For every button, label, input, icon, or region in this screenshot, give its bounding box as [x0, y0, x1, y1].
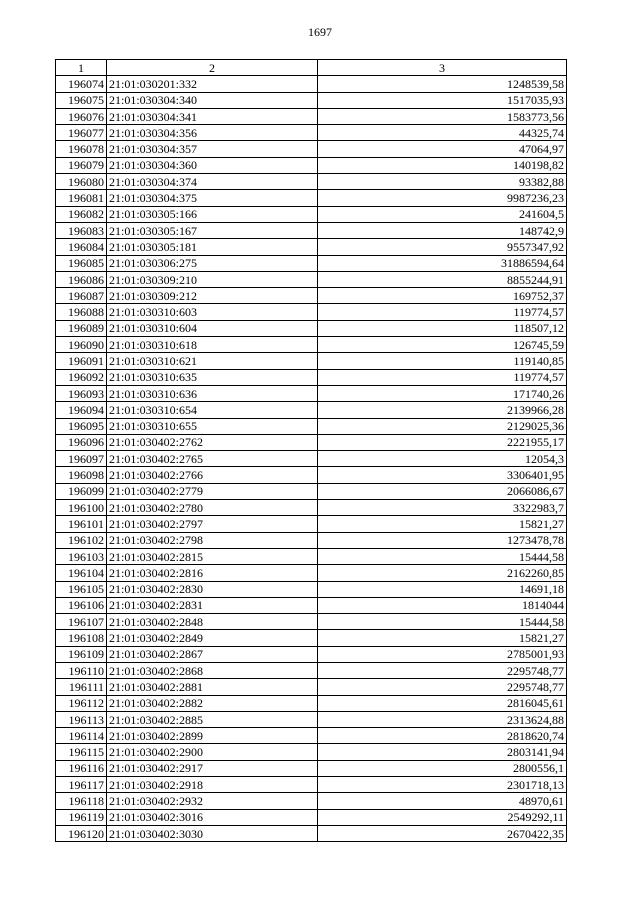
column-header-3: 3 — [318, 60, 567, 76]
row-number-cell: 196103 — [56, 548, 107, 564]
table-row — [56, 320, 567, 336]
row-number-cell: 196096 — [56, 434, 107, 450]
row-number-cell: 196109 — [56, 646, 107, 662]
row-number-cell: 196119 — [56, 809, 107, 825]
cadastral-number-cell: 21:01:030309:212 — [107, 288, 318, 304]
table-row — [56, 271, 567, 287]
table-row — [56, 222, 567, 238]
table-row — [56, 125, 567, 141]
row-number-cell: 196084 — [56, 239, 107, 255]
row-number-cell: 196081 — [56, 190, 107, 206]
table-row — [56, 565, 567, 581]
row-number-cell: 196086 — [56, 271, 107, 287]
cadastral-number-cell: 21:01:030402:2849 — [107, 630, 318, 646]
table-row — [56, 662, 567, 678]
cadastral-number-cell: 21:01:030310:655 — [107, 418, 318, 434]
row-number-cell: 196085 — [56, 255, 107, 271]
table-row — [56, 288, 567, 304]
cadastral-value-cell: 3322983,7 — [318, 500, 567, 516]
cadastral-value-cell: 1517035,93 — [318, 92, 567, 108]
table-row — [56, 239, 567, 255]
cadastral-value-cell: 15444,58 — [318, 548, 567, 564]
page-number: 1697 — [308, 25, 332, 39]
cadastral-number-cell: 21:01:030310:636 — [107, 385, 318, 401]
row-number-cell: 196080 — [56, 174, 107, 190]
row-number-cell: 196075 — [56, 92, 107, 108]
cadastral-number-cell: 21:01:030305:166 — [107, 206, 318, 222]
cadastral-value-cell: 15821,27 — [318, 516, 567, 532]
cadastral-value-cell: 2066086,67 — [318, 483, 567, 499]
table-row — [56, 597, 567, 613]
table-header — [56, 60, 567, 76]
row-number-cell: 196092 — [56, 369, 107, 385]
table-row — [56, 728, 567, 744]
row-number-cell: 196090 — [56, 337, 107, 353]
cadastral-value-cell: 31886594,64 — [318, 255, 567, 271]
cadastral-number-cell: 21:01:030310:621 — [107, 353, 318, 369]
table-row — [56, 353, 567, 369]
table-row — [56, 516, 567, 532]
table-row — [56, 206, 567, 222]
row-number-cell: 196083 — [56, 222, 107, 238]
row-number-cell: 196117 — [56, 777, 107, 793]
cadastral-number-cell: 21:01:030304:340 — [107, 92, 318, 108]
cadastral-value-cell: 148742,9 — [318, 222, 567, 238]
cadastral-value-cell: 2295748,77 — [318, 679, 567, 695]
cadastral-value-cell: 9987236,23 — [318, 190, 567, 206]
row-number-cell: 196108 — [56, 630, 107, 646]
cadastral-value-cell: 9557347,92 — [318, 239, 567, 255]
cadastral-value-cell: 1583773,56 — [318, 108, 567, 124]
table-row — [56, 174, 567, 190]
cadastral-number-cell: 21:01:030306:275 — [107, 255, 318, 271]
cadastral-number-cell: 21:01:030402:2932 — [107, 793, 318, 809]
cadastral-value-cell: 2139966,28 — [318, 402, 567, 418]
table-row — [56, 711, 567, 727]
cadastral-number-cell: 21:01:030310:604 — [107, 320, 318, 336]
cadastral-number-cell: 21:01:030304:375 — [107, 190, 318, 206]
row-number-cell: 196082 — [56, 206, 107, 222]
cadastral-number-cell: 21:01:030310:654 — [107, 402, 318, 418]
cadastral-value-cell: 2295748,77 — [318, 662, 567, 678]
cadastral-number-cell: 21:01:030304:374 — [107, 174, 318, 190]
cadastral-number-cell: 21:01:030402:2848 — [107, 614, 318, 630]
column-header-2: 2 — [107, 60, 318, 76]
cadastral-number-cell: 21:01:030304:360 — [107, 157, 318, 173]
table-row — [56, 304, 567, 320]
cadastral-value-cell: 2785001,93 — [318, 646, 567, 662]
row-number-cell: 196118 — [56, 793, 107, 809]
table-row — [56, 157, 567, 173]
cadastral-number-cell: 21:01:030309:210 — [107, 271, 318, 287]
row-number-cell: 196101 — [56, 516, 107, 532]
row-number-cell: 196120 — [56, 825, 107, 841]
cadastral-number-cell: 21:01:030402:3030 — [107, 825, 318, 841]
cadastral-number-cell: 21:01:030402:2780 — [107, 500, 318, 516]
cadastral-number-cell: 21:01:030402:2885 — [107, 711, 318, 727]
cadastral-number-cell: 21:01:030305:181 — [107, 239, 318, 255]
table-row — [56, 402, 567, 418]
cadastral-value-cell: 2301718,13 — [318, 777, 567, 793]
row-number-cell: 196105 — [56, 581, 107, 597]
cadastral-value-cell: 118507,12 — [318, 320, 567, 336]
table-row — [56, 141, 567, 157]
cadastral-value-cell: 93382,88 — [318, 174, 567, 190]
cadastral-number-cell: 21:01:030304:341 — [107, 108, 318, 124]
cadastral-value-cell: 2818620,74 — [318, 728, 567, 744]
row-number-cell: 196106 — [56, 597, 107, 613]
cadastral-number-cell: 21:01:030402:2765 — [107, 451, 318, 467]
cadastral-number-cell: 21:01:030310:635 — [107, 369, 318, 385]
cadastral-value-cell: 2162260,85 — [318, 565, 567, 581]
cadastral-value-cell: 15444,58 — [318, 614, 567, 630]
row-number-cell: 196074 — [56, 76, 107, 92]
table-row — [56, 679, 567, 695]
cadastral-value-cell: 2803141,94 — [318, 744, 567, 760]
table-row — [56, 825, 567, 841]
table-row — [56, 581, 567, 597]
row-number-cell: 196095 — [56, 418, 107, 434]
table-row — [56, 744, 567, 760]
table-row — [56, 777, 567, 793]
row-number-cell: 196114 — [56, 728, 107, 744]
row-number-cell: 196087 — [56, 288, 107, 304]
table-row — [56, 809, 567, 825]
cadastral-number-cell: 21:01:030304:356 — [107, 125, 318, 141]
cadastral-number-cell: 21:01:030310:618 — [107, 337, 318, 353]
cadastral-number-cell: 21:01:030304:357 — [107, 141, 318, 157]
cadastral-value-cell: 14691,18 — [318, 581, 567, 597]
row-number-cell: 196115 — [56, 744, 107, 760]
cadastral-value-cell: 47064,97 — [318, 141, 567, 157]
cadastral-value-cell: 44325,74 — [318, 125, 567, 141]
row-number-cell: 196112 — [56, 695, 107, 711]
cadastral-value-cell: 119774,57 — [318, 369, 567, 385]
cadastral-number-cell: 21:01:030402:2779 — [107, 483, 318, 499]
cadastral-number-cell: 21:01:030310:603 — [107, 304, 318, 320]
cadastral-value-cell: 2549292,11 — [318, 809, 567, 825]
cadastral-number-cell: 21:01:030402:2900 — [107, 744, 318, 760]
row-number-cell: 196110 — [56, 662, 107, 678]
row-number-cell: 196094 — [56, 402, 107, 418]
cadastral-value-cell: 119140,85 — [318, 353, 567, 369]
cadastral-value-cell: 2816045,61 — [318, 695, 567, 711]
table-row — [56, 646, 567, 662]
cadastral-value-cell: 171740,26 — [318, 385, 567, 401]
row-number-cell: 196113 — [56, 711, 107, 727]
row-number-cell: 196097 — [56, 451, 107, 467]
cadastral-value-cell: 48970,61 — [318, 793, 567, 809]
table-row — [56, 483, 567, 499]
cadastral-value-cell: 2313624,88 — [318, 711, 567, 727]
row-number-cell: 196102 — [56, 532, 107, 548]
cadastral-value-cell: 2800556,1 — [318, 760, 567, 776]
row-number-cell: 196076 — [56, 108, 107, 124]
cadastral-number-cell: 21:01:030402:2816 — [107, 565, 318, 581]
cadastral-value-cell: 126745,59 — [318, 337, 567, 353]
table-row — [56, 467, 567, 483]
cadastral-number-cell: 21:01:030402:2766 — [107, 467, 318, 483]
cadastral-value-cell: 1814044 — [318, 597, 567, 613]
cadastral-number-cell: 21:01:030402:2815 — [107, 548, 318, 564]
table-row — [56, 548, 567, 564]
cadastral-number-cell: 21:01:030402:2882 — [107, 695, 318, 711]
row-number-cell: 196077 — [56, 125, 107, 141]
header-row — [56, 60, 567, 76]
cadastral-number-cell: 21:01:030402:2917 — [107, 760, 318, 776]
column-header-1: 1 — [56, 60, 107, 76]
table-row — [56, 418, 567, 434]
row-number-cell: 196100 — [56, 500, 107, 516]
table-row — [56, 695, 567, 711]
cadastral-number-cell: 21:01:030402:3016 — [107, 809, 318, 825]
cadastral-value-cell: 2221955,17 — [318, 434, 567, 450]
row-number-cell: 196091 — [56, 353, 107, 369]
table-row — [56, 630, 567, 646]
cadastral-value-cell: 12054,3 — [318, 451, 567, 467]
table-row — [56, 434, 567, 450]
table-row — [56, 337, 567, 353]
row-number-cell: 196104 — [56, 565, 107, 581]
row-number-cell: 196107 — [56, 614, 107, 630]
row-number-cell: 196093 — [56, 385, 107, 401]
cadastral-value-cell: 3306401,95 — [318, 467, 567, 483]
cadastral-value-cell: 1273478,78 — [318, 532, 567, 548]
cadastral-number-cell: 21:01:030402:2918 — [107, 777, 318, 793]
cadastral-value-cell: 15821,27 — [318, 630, 567, 646]
table-row — [56, 108, 567, 124]
cadastral-value-cell: 8855244,91 — [318, 271, 567, 287]
cadastral-number-cell: 21:01:030402:2831 — [107, 597, 318, 613]
table-row — [56, 76, 567, 92]
cadastral-value-cell: 2670422,35 — [318, 825, 567, 841]
row-number-cell: 196078 — [56, 141, 107, 157]
cadastral-number-cell: 21:01:030402:2868 — [107, 662, 318, 678]
cadastral-value-cell: 1248539,58 — [318, 76, 567, 92]
table-row — [56, 369, 567, 385]
cadastral-number-cell: 21:01:030402:2830 — [107, 581, 318, 597]
cadastral-number-cell: 21:01:030402:2899 — [107, 728, 318, 744]
table-row — [56, 532, 567, 548]
cadastral-value-cell: 241604,5 — [318, 206, 567, 222]
table-body — [56, 76, 567, 842]
cadastral-number-cell: 21:01:030402:2867 — [107, 646, 318, 662]
table-row — [56, 92, 567, 108]
row-number-cell: 196079 — [56, 157, 107, 173]
table-row — [56, 255, 567, 271]
cadastral-number-cell: 21:01:030402:2881 — [107, 679, 318, 695]
cadastral-value-cell: 2129025,36 — [318, 418, 567, 434]
row-number-cell: 196088 — [56, 304, 107, 320]
row-number-cell: 196089 — [56, 320, 107, 336]
table-row — [56, 385, 567, 401]
table-row — [56, 614, 567, 630]
row-number-cell: 196116 — [56, 760, 107, 776]
table-row — [56, 451, 567, 467]
cadastral-number-cell: 21:01:030201:332 — [107, 76, 318, 92]
table-row — [56, 760, 567, 776]
cadastral-value-cell: 169752,37 — [318, 288, 567, 304]
row-number-cell: 196111 — [56, 679, 107, 695]
row-number-cell: 196098 — [56, 467, 107, 483]
cadastral-value-cell: 140198,82 — [318, 157, 567, 173]
table-row — [56, 500, 567, 516]
cadastral-value-table — [55, 59, 567, 842]
table-row — [56, 190, 567, 206]
cadastral-number-cell: 21:01:030305:167 — [107, 222, 318, 238]
cadastral-number-cell: 21:01:030402:2798 — [107, 532, 318, 548]
cadastral-number-cell: 21:01:030402:2762 — [107, 434, 318, 450]
table-row — [56, 793, 567, 809]
cadastral-number-cell: 21:01:030402:2797 — [107, 516, 318, 532]
row-number-cell: 196099 — [56, 483, 107, 499]
cadastral-value-cell: 119774,57 — [318, 304, 567, 320]
